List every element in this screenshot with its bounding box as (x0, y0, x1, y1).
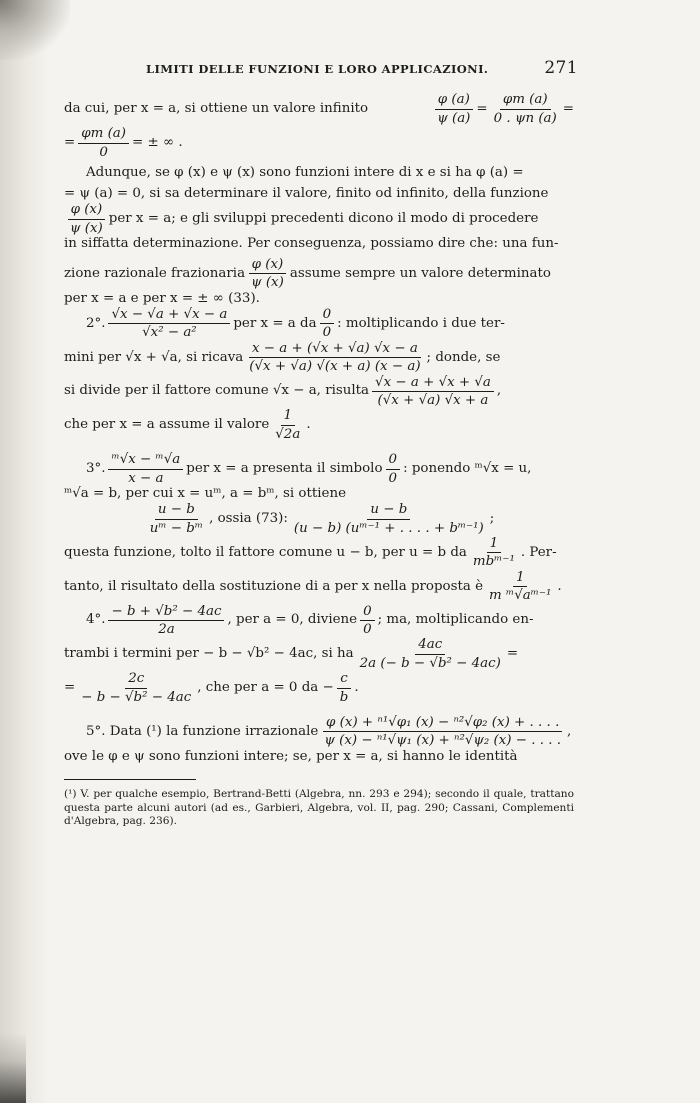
display-equation: $\frac{u - b}{\text{uᵐ − bᵐ}}$ , ossia (73): $\frac{u - b}{\text{(u − b) (uᵐ⁻¹ + . . . . + bᵐ⁻¹)}}$ ; (64, 502, 574, 536)
scan-shadow-edge (0, 0, 48, 1103)
fraction: $\frac{\varphi (x)}{\psi (x)}$ (248, 257, 287, 291)
item-label: 4°. (86, 612, 106, 628)
item-2: 2°. $\frac{√x - √a + √x - a}{\text{√x² − a²}}$ per x = a da $\frac{0}{0}$ : moltiplicando i due ter- (86, 306, 505, 341)
item-5: 5°. Data (¹) la funzione irrazionale $\frac{\text{φ (x) + ⁿ¹√φ₁ (x) − ⁿ²√φ₂ (x) + . . . .}}{\text{ψ (x) − ⁿ¹√ψ₁ (x) + ⁿ²√ψ₂ (x) − . . . .}}$ , (86, 714, 572, 749)
fraction: $\frac{√x - √a + √x - a}{\text{√x² − a²}}$ (108, 307, 230, 341)
fraction: $\frac{u - b}{\text{(u − b) (uᵐ⁻¹ + . . . . + bᵐ⁻¹)}}$ (293, 502, 484, 536)
text-line: per x = a e per x = ± ∞ (33). (64, 290, 260, 306)
fraction: $\frac{1}{\text{mbᵐ⁻¹}}$ (472, 535, 515, 570)
text-line: tanto, il risultato della sostituzione di a per x nella proposta è $\frac{1}{\text{m ᵐ√aᵐ⁻¹}}$ . (64, 569, 562, 604)
book-page (64, 58, 578, 829)
text-line: ove le φ e ψ sono funzioni intere; se, per x = a, si hanno le identità (64, 748, 518, 764)
fraction: $\frac{\varphi (a)}{\psi (a)}$ (434, 92, 473, 126)
fraction: $\frac{\varphi m (a)}{0 . \psi n (a)}$ (493, 92, 557, 126)
text-line: da cui, per x = a, si ottiene un valore infinito $\frac{\varphi (a)}{\psi (a)}$ = $\frac{\varphi m (a)}{0 . \psi n (a)}$ = (64, 92, 574, 126)
item-label: 5°. Data (¹) la funzione irrazionale (86, 723, 319, 739)
fraction: $\frac{\text{− b + √b² − 4ac}}{2a}$ (108, 604, 224, 638)
fraction: $\frac{0}{0}$ (360, 604, 375, 638)
text-line: zione razionale frazionaria $\frac{\varphi (x)}{\psi (x)}$ assume sempre un valore determinato (64, 257, 551, 291)
item-label: 3°. (86, 461, 106, 477)
fraction: $\frac{4ac}{\text{2a (− b − √b² − 4ac)}}$ (359, 637, 501, 671)
fraction: $\frac{x - a + (√x + √a) √x - a}{(√x + √a) √(x + a) (x - a)}$ (249, 340, 421, 375)
fraction: $\frac{0}{0}$ (320, 307, 335, 341)
text-line: si divide per il fattore comune √x − a, risulta $\frac{√x - a + √x + √a}{(√x + √a) √x + a}$ , (64, 374, 502, 408)
fraction: $\frac{\text{ᵐ√x − ᵐ√a}}{x - a}$ (108, 452, 183, 486)
text-line: in siffatta determinazione. Per conseguenza, possiamo dire che: una fun- (64, 235, 559, 251)
text-line: mini per √x + √a, si ricava $\frac{x - a + (√x + √a) √x - a}{(√x + √a) √(x + a) (x - a)}$ ; donde, se (64, 340, 501, 375)
text-line: = $\frac{\varphi m (a)}{0}$ = ± ∞ . (64, 126, 183, 160)
text-line: che per x = a assume il valore $\frac{1}{√2a}$ . (64, 408, 311, 442)
running-header (64, 58, 578, 78)
page-corner-mark-bottom (0, 1033, 26, 1103)
item-3: 3°. $\frac{\text{ᵐ√x − ᵐ√a}}{x - a}$ per x = a presenta il simbolo $\frac{0}{0}$ : ponendo ᵐ√x = u, (86, 452, 532, 486)
page-number: 271 (544, 58, 578, 78)
text: da cui, per x = a, si ottiene un valore infinito (64, 101, 369, 117)
fraction: $\frac{1}{\text{m ᵐ√aᵐ⁻¹}}$ (489, 569, 552, 604)
text-line: = $\frac{2c}{\text{− b − √b² − 4ac}}$ , che per a = 0 da − $\frac{c}{b}$ . (64, 671, 359, 705)
running-title: LIMITI DELLE FUNZIONI E LORO APPLICAZIONI. (146, 62, 489, 76)
fraction: $\frac{\text{φ (x) + ⁿ¹√φ₁ (x) − ⁿ²√φ₂ (x) + . . . .}}{\text{ψ (x) − ⁿ¹√ψ₁ (x) + ⁿ²√ψ₂ (x) − . . . .}}$ (324, 714, 562, 749)
text-line: questa funzione, tolto il fattore comune u − b, per u = b da $\frac{1}{\text{mbᵐ⁻¹}}$ . Per- (64, 535, 557, 570)
item-4: 4°. $\frac{\text{− b + √b² − 4ac}}{2a}$ , per a = 0, diviene $\frac{0}{0}$ ; ma, moltiplicando en- (86, 603, 534, 637)
text-line: = ψ (a) = 0, si sa determinare il valore, finito od infinito, della funzione (64, 186, 549, 202)
fraction: $\frac{u - b}{\text{uᵐ − bᵐ}}$ (149, 502, 204, 536)
fraction: $\frac{2c}{\text{− b − √b² − 4ac}}$ (81, 671, 192, 705)
fraction: $\frac{\varphi m (a)}{0}$ (78, 126, 129, 160)
text-line: trambi i termini per − b − √b² − 4ac, si ha $\frac{4ac}{\text{2a (− b − √b² − 4ac)}}$ = (64, 637, 519, 671)
text-line: ᵐ√a = b, per cui x = uᵐ, a = bᵐ, si ottiene (64, 486, 347, 502)
text-line: Adunque, se φ (x) e ψ (x) sono funzioni intere di x e si ha φ (a) = (86, 165, 524, 181)
page-corner-mark (0, 0, 70, 60)
fraction: $\frac{1}{√2a}$ (275, 408, 301, 442)
footnote-rule (64, 779, 196, 780)
text-line: $\frac{\varphi (x)}{\psi (x)}$ per x = a; e gli sviluppi precedenti dicono il modo di procedere (64, 202, 574, 236)
fraction: $\frac{√x - a + √x + √a}{(√x + √a) √x + a}$ (372, 375, 494, 409)
item-label: 2°. (86, 315, 106, 331)
fraction: $\frac{0}{0}$ (386, 452, 401, 486)
fraction: $\frac{c}{b}$ (337, 671, 352, 705)
fraction: $\frac{\varphi (x)}{\psi (x)}$ (67, 202, 106, 236)
footnote: (¹) V. per qualche esempio, Bertrand-Betti (Algebra, nn. 293 e 294); secondo il quale, trattano questa parte alcuni autori (ad es., Garbieri, Algebra, vol. II, pag. 290; Cassani, Complementi d'Algebra, pag. 236). (64, 787, 574, 828)
